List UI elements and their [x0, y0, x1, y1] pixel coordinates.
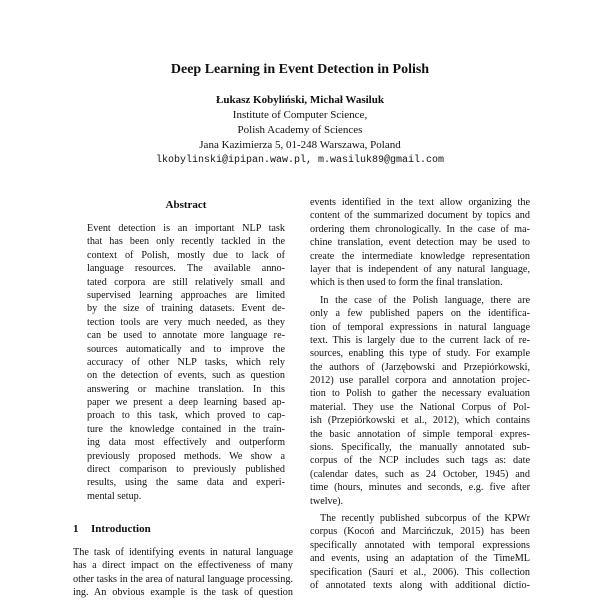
text-line: and events, using an adaptation of the TimeML [310, 553, 530, 565]
text-line: (calendar dates, such as 24 October, 1945) and [310, 468, 530, 480]
right-column-body [310, 196, 530, 592]
text-line: can be used to annotate more language re- [87, 330, 285, 342]
text-line: events identified in the text allow organizing the [310, 197, 530, 208]
text-line: sions. Specifically, the manually annotated sub- [310, 442, 530, 454]
text-line: In the case of the Polish language, there are [320, 294, 530, 306]
text-line: sources automatically and to improve the [87, 343, 285, 355]
text-line: the basic annotation of simple temporal expres- [310, 428, 530, 440]
text-line: ish (Przepiórkowski et al., 2012), which contains [310, 415, 530, 427]
text-line: ture the knowledge contained in the train- [87, 423, 285, 435]
abstract-body [87, 222, 285, 503]
author-names: Łukasz Kobyliński, Michał Wasiluk [216, 94, 384, 106]
text-line: of annotated texts along with additional dictio- [310, 579, 530, 591]
text-line: paper we present a deep learning based ap- [87, 397, 285, 409]
paragraph [310, 196, 530, 290]
text-line: results, using the same data and experi- [87, 477, 285, 489]
text-line: context of Polish, mostly due to lack of [87, 249, 285, 261]
text-line: layer that is independent of any natural language, [310, 263, 530, 275]
text-line: ing data most effectively and outperform [87, 437, 285, 449]
text-line: on the detection of events, such as question [87, 370, 285, 382]
text-line: time (hours, minutes and seconds, e.g. five after [310, 482, 530, 494]
section-title: Introduction [91, 523, 151, 535]
text-line: which is then used to form the final translation. [310, 277, 503, 289]
affiliation-line: Jana Kazimierza 5, 01-248 Warszawa, Poland [199, 139, 401, 151]
text-line: answering or machine translation. In this [87, 383, 285, 395]
text-line: content of the summarized document by topics and [310, 210, 530, 222]
text-line: chine translation, event detection may be used to [310, 237, 530, 249]
text-line: material. They use the National Corpus of Pol- [310, 401, 530, 413]
text-line: supervised learning approaches are limited [87, 289, 285, 301]
text-line: direct comparison to previously published [87, 464, 285, 476]
affiliation-line: Polish Academy of Sciences [237, 124, 363, 136]
author-block [0, 93, 600, 168]
text-line: 2012) use parallel corpora and annotation projec- [310, 375, 530, 387]
affiliation-line: Institute of Computer Science, [232, 109, 368, 121]
text-line: Event detection is an important NLP task [87, 223, 285, 234]
section-number: 1 [73, 523, 79, 535]
abstract-heading: Abstract [165, 199, 207, 211]
text-line: language resources. The available anno- [87, 263, 285, 275]
text-line: sources, enabling this type of study. For example [310, 348, 530, 360]
text-line: accuracy of other NLP tasks, which rely [87, 356, 285, 368]
text-line: ordering them chronologically. In the case of ma- [310, 223, 530, 235]
text-line: The recently published subcorpus of the KPWr [320, 512, 530, 524]
text-line: tion of temporal expressions in natural language [310, 321, 530, 333]
text-line: ing. An obvious example is the task of question [73, 587, 293, 599]
text-line: twelve). [310, 495, 344, 507]
paragraph [310, 294, 530, 508]
text-line: corpus (Kocoń and Marcińczuk, 2015) has been [310, 526, 530, 538]
text-line: has a direct impact on the effectiveness of many [73, 560, 293, 572]
text-line: previously proposed methods. We show a [87, 450, 285, 462]
text-line: create the intermediate knowledge representation [310, 250, 530, 262]
text-line: specification (Saurí et al., 2006). This collection [310, 566, 530, 578]
text-line: specifically annotated with temporal expressions [310, 539, 530, 551]
text-line: that has been only recently tackled in the [87, 236, 285, 248]
text-line: tection tools are very much needed, as they [87, 316, 285, 328]
text-line: by the size of training datasets. Event de- [87, 303, 285, 315]
text-line: proach to this task, which proved to cap- [87, 410, 285, 422]
text-line: the authors of (Jarzębowski and Przepiórkowski, [310, 361, 530, 373]
text-line: tated corpora are still relatively small and [87, 276, 285, 288]
text-line: other tasks in the area of natural language processing. [73, 573, 293, 585]
text-line: mental setup. [87, 490, 142, 502]
text-line: tion to Polish to gather the necessary evaluation [310, 388, 530, 400]
paper-title: Deep Learning in Event Detection in Polish [170, 62, 430, 77]
section-heading-introduction [73, 522, 293, 536]
introduction-body [73, 546, 293, 600]
text-line: corpus of the NCP includes such tags as: date [310, 455, 530, 467]
text-line: text. This is largely due to the current lack of re- [310, 334, 530, 346]
author-emails: lkobylinski@ipipan.waw.pl, m.wasiluk89@gmail.com [155, 155, 445, 166]
text-line: The task of identifying events in natural language [73, 547, 293, 558]
text-line: only a few published papers on the identifica- [310, 308, 530, 320]
paragraph [310, 512, 530, 592]
